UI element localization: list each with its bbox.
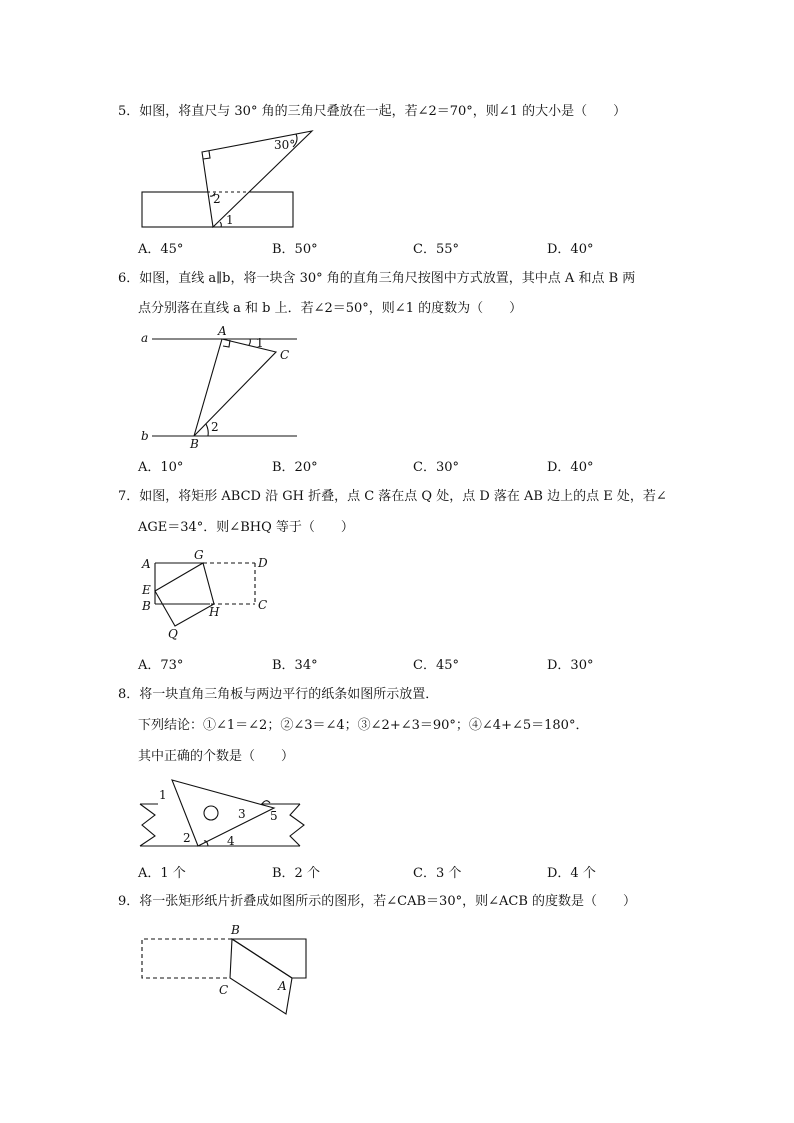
q6-label-a: a [141, 331, 149, 345]
q8-option-b[interactable]: B．2 个 [272, 866, 320, 881]
q6-option-b[interactable]: B．20° [272, 460, 318, 475]
q5-stem-line-1: 5．如图，将直尺与 30° 角的三角尺叠放在一起，若∠2＝70°，则∠1 的大小是（ ） [118, 104, 627, 119]
q8-label-5: 5 [270, 809, 278, 823]
q6-stem-line-2: 点分别落在直线 a 和 b 上．若∠2＝50°，则∠1 的度数为（ ） [138, 301, 523, 316]
q6-label-B: B [190, 437, 199, 451]
q6-label-b: b [141, 429, 149, 443]
q8-label-4: 4 [227, 834, 235, 848]
q7-option-c[interactable]: C．45° [413, 658, 459, 673]
q7-label-G: G [194, 548, 204, 562]
q6-option-a[interactable]: A．10° [138, 460, 184, 475]
q5-option-d[interactable]: D．40° [547, 242, 594, 257]
q7-label-A: A [142, 557, 151, 571]
q5-label-1: 1 [226, 213, 234, 227]
q6-option-c[interactable]: C．30° [413, 460, 459, 475]
q7-option-a[interactable]: A．73° [138, 658, 184, 673]
q8-stem-line-3: 其中正确的个数是（ ） [138, 749, 295, 764]
q9-stem-line-1: 9．将一张矩形纸片折叠成如图所示的图形，若∠CAB＝30°，则∠ACB 的度数是（ ） [118, 894, 637, 909]
q9-label-B: B [231, 923, 240, 937]
q8-option-a[interactable]: A．1 个 [138, 866, 186, 881]
q6-label-C: C [280, 348, 290, 362]
q9-label-C: C [219, 983, 229, 997]
q6-label-A: A [218, 324, 227, 338]
q9-label-A: A [278, 979, 287, 993]
q8-stem-line-2: 下列结论：①∠1＝∠2；②∠3＝∠4；③∠2+∠3＝90°；④∠4+∠5＝180°． [138, 718, 589, 733]
q7-label-D: D [258, 556, 268, 570]
q7-label-Q: Q [168, 627, 178, 641]
q5-option-c[interactable]: C．55° [413, 242, 459, 257]
q9-dashed-original [142, 939, 232, 978]
q6-option-d[interactable]: D．40° [547, 460, 594, 475]
q8-stem-line-1: 8．将一块直角三角板与两边平行的纸条如图所示放置． [118, 687, 439, 702]
q8-option-c[interactable]: C．3 个 [413, 866, 462, 881]
q9-folded-part [230, 939, 292, 1014]
q7-label-C: C [258, 598, 268, 612]
q7-option-b[interactable]: B．34° [272, 658, 318, 673]
q5-option-a[interactable]: A．45° [138, 242, 184, 257]
q7-label-B: B [142, 599, 151, 613]
q5-label-30: 30° [274, 138, 296, 152]
q8-label-3: 3 [238, 807, 246, 821]
q8-label-1: 1 [159, 788, 167, 802]
q7-label-H: H [209, 605, 220, 619]
q9-remaining-part [232, 939, 306, 978]
q8-label-2: 2 [183, 831, 191, 845]
q5-label-2: 2 [213, 192, 221, 206]
q9-fold-line [232, 939, 292, 978]
q7-stem-line-2: AGE＝34°．则∠BHQ 等于（ ） [138, 520, 354, 535]
q7-stem-line-1: 7．如图，将矩形 ABCD 沿 GH 折叠，点 C 落在点 Q 处，点 D 落在 AB 边上的点 E 处，若∠ [118, 489, 667, 504]
q6-label-2: 2 [211, 420, 219, 434]
q6-label-1: 1 [256, 336, 264, 350]
q6-stem-line-1: 6．如图，直线 a∥b，将一块含 30° 角的直角三角尺按图中方式放置，其中点 A 和点 B 两 [118, 271, 636, 286]
q8-option-d[interactable]: D．4 个 [547, 866, 596, 881]
q5-option-b[interactable]: B．50° [272, 242, 318, 257]
q7-option-d[interactable]: D．30° [547, 658, 594, 673]
q7-label-E: E [142, 583, 151, 597]
